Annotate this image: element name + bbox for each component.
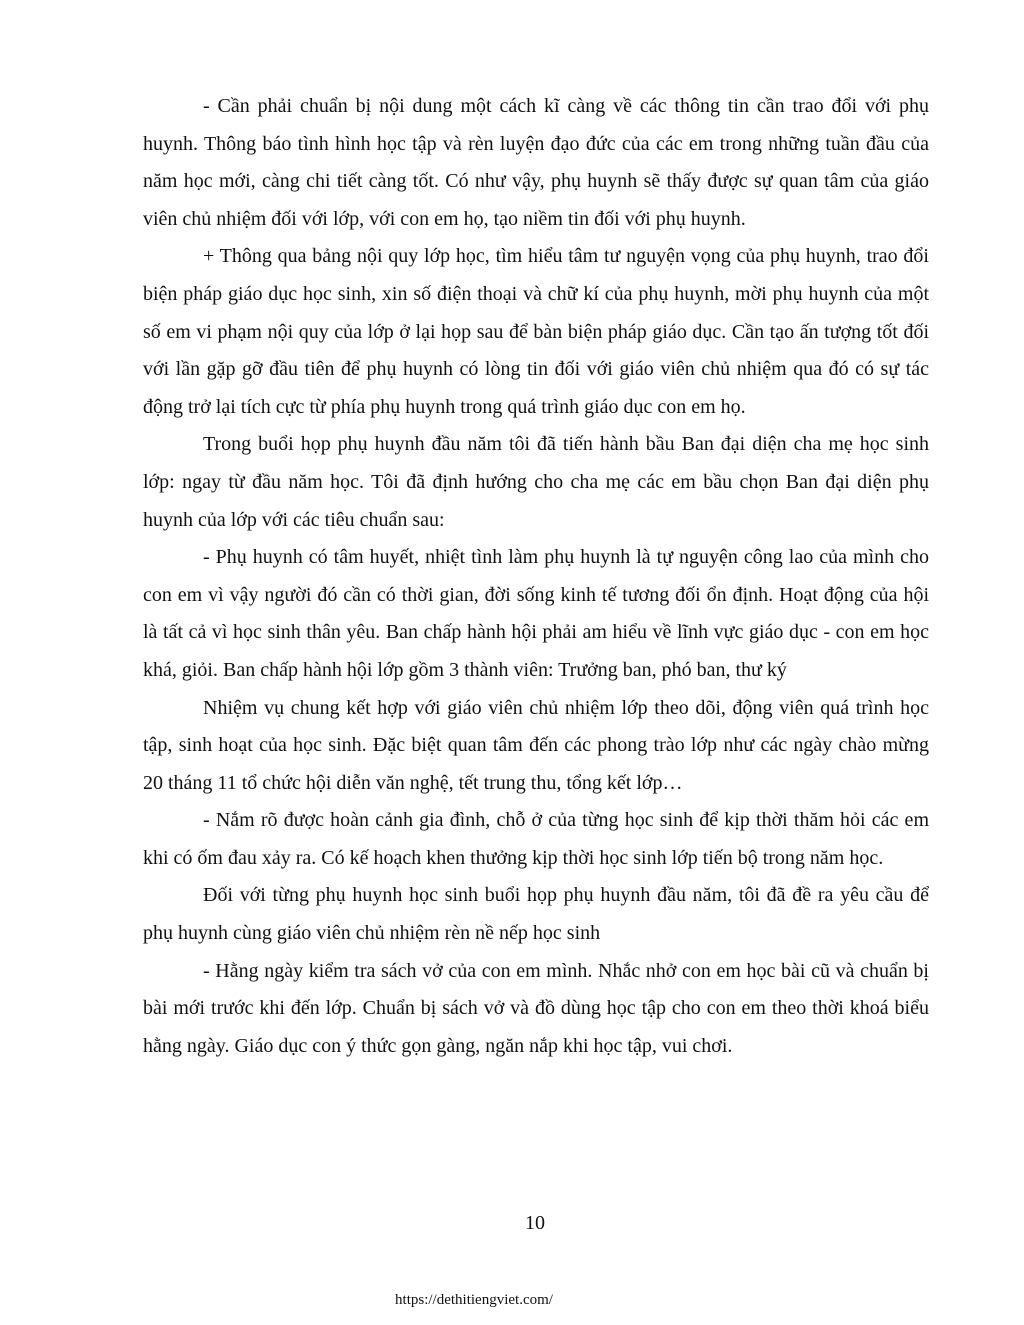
paragraph-4: - Phụ huynh có tâm huyết, nhiệt tình làm phụ huynh là tự nguyện công lao của mình cho con em vì vậy người đó cần có thời gian, đời sống kinh tế tương đối ổn định. Hoạt động của hội là tất cả vì học sinh thân yêu. Ban chấp hành hội phải am hiểu về lĩnh vực giáo dục - con em học khá, giỏi. Ban chấp hành hội lớp gồm 3 thành viên: Trưởng ban, phó ban, thư ký bbox=[143, 546, 929, 681]
paragraph-1: - Cần phải chuẩn bị nội dung một cách kĩ càng về các thông tin cần trao đổi với phụ huynh. Thông báo tình hình học tập và rèn luyện đạo đức của các em trong những tuần đầu của năm học mới, càng chi tiết càng tốt. Có như vậy, phụ huynh sẽ thấy được sự quan tâm của giáo viên chủ nhiệm đối với lớp, với con em họ, tạo niềm tin đối với phụ huynh. bbox=[143, 95, 929, 230]
footer-url[interactable]: https://dethitiengviet.com/ bbox=[395, 1292, 553, 1308]
paragraph-5: Nhiệm vụ chung kết hợp với giáo viên chủ nhiệm lớp theo dõi, động viên quá trình học tập, sinh hoạt của học sinh. Đặc biệt quan tâm đến các phong trào lớp như các ngày chào mừng 20 tháng 11 tổ chức hội diễn văn nghệ, tết trung thu, tổng kết lớp… bbox=[143, 696, 929, 794]
paragraph-2: + Thông qua bảng nội quy lớp học, tìm hiểu tâm tư nguyện vọng của phụ huynh, trao đổi biện pháp giáo dục học sinh, xin số điện thoại và chữ kí của phụ huynh, mời phụ huynh của một số em vi phạm nội quy của lớp ở lại họp sau để bàn biện pháp giáo dục. Cần tạo ấn tượng tốt đối với lần gặp gỡ đầu tiên để phụ huynh có lòng tin đối với giáo viên chủ nhiệm qua đó có sự tác động trở lại tích cực từ phía phụ huynh trong quá trình giáo dục con em họ. bbox=[143, 245, 929, 418]
paragraph-3: Trong buổi họp phụ huynh đầu năm tôi đã tiến hành bầu Ban đại diện cha mẹ học sinh lớp: ngay từ đầu năm học. Tôi đã định hướng cho cha mẹ các em bầu chọn Ban đại diện phụ huynh của lớp với các tiêu chuẩn sau: bbox=[143, 433, 929, 531]
paragraph-7: Đối với từng phụ huynh học sinh buổi họp phụ huynh đầu năm, tôi đã đề ra yêu cầu để phụ huynh cùng giáo viên chủ nhiệm rèn nề nếp học sinh bbox=[143, 884, 929, 945]
paragraph-8: - Hằng ngày kiểm tra sách vở của con em mình. Nhắc nhở con em học bài cũ và chuẩn bị bài mới trước khi đến lớp. Chuẩn bị sách vở và đồ dùng học tập cho con em theo thời khoá biểu hằng ngày. Giáo dục con ý thức gọn gàng, ngăn nắp khi học tập, vui chơi. bbox=[143, 959, 929, 1057]
document-body bbox=[143, 88, 929, 1065]
paragraph-6: - Nắm rõ được hoàn cảnh gia đình, chỗ ở của từng học sinh để kịp thời thăm hỏi các em khi có ốm đau xảy ra. Có kế hoạch khen thưởng kịp thời học sinh lớp tiến bộ trong năm học. bbox=[143, 809, 929, 869]
page-number: 10 bbox=[525, 1212, 545, 1229]
